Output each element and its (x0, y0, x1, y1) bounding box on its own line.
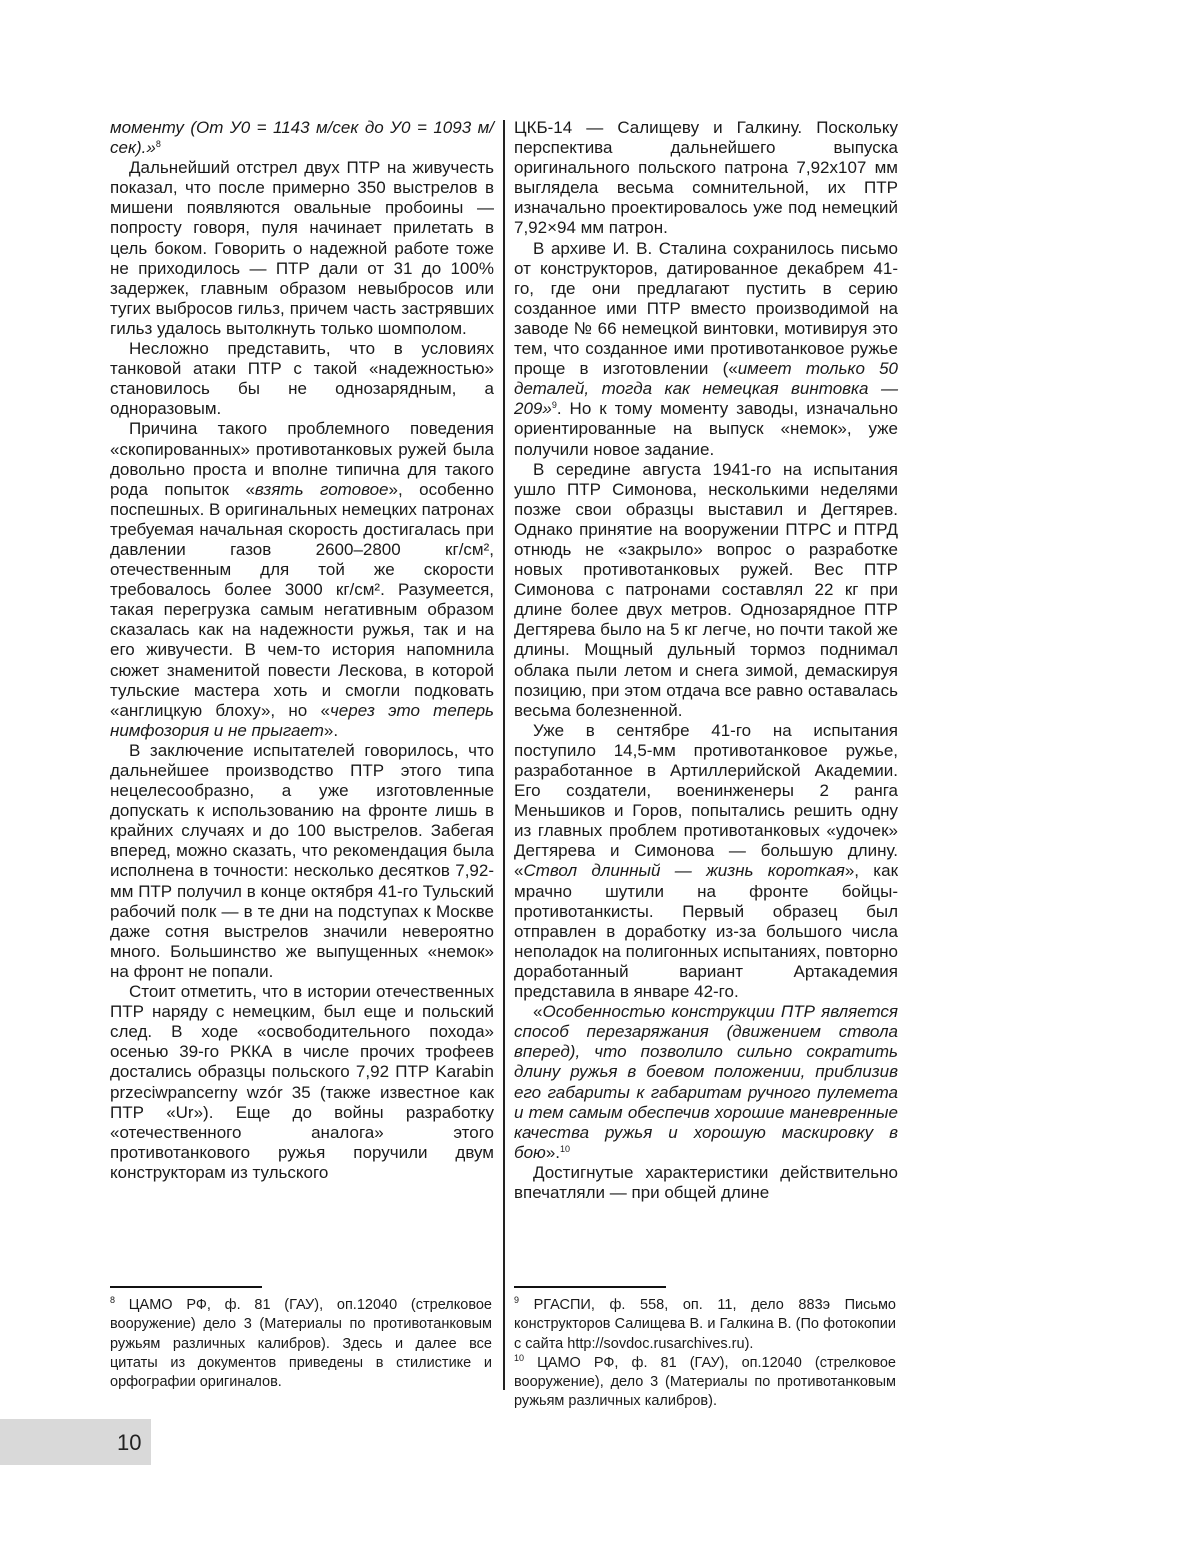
left-column (110, 118, 494, 1183)
quote-text: моменту (От У0 = 1143 м/сек до У0 = 1093 м/сек).» (110, 118, 494, 158)
paragraph: Уже в сентябре 41-го на испытания поступило 14,5-мм противотанковое ружье, разработанное в Артиллерийской Академии. Его создатели, военинженеры 2 ранга Меньшиков и Горов, попытались решить одну из главных проблем противотанковых «удочек» Дегтярева и Симонова — большую длину. «Ствол длинный — жизнь короткая», как мрачно шутили на фронте бойцы-противотанкисты. Первый образец был отправлен в доработку из-за большого числа неполадок на полигонных испытаниях, повторно доработанный вариант Артакадемия представила в январе 42-го. (514, 720, 899, 1002)
footnote-ref: 10 (560, 1143, 571, 1154)
paragraph: Стоит отметить, что в истории отечественных ПТР наряду с немецким, был еще и польский след. В ходе «освободительного похода» осенью 39-го РККА в числе прочих трофеев достались образцы польского 7,92 ПТР Karabin przeciwpancerny wzór 35 (также известное как ПТР «Ur»). Еще до войны разработку «отечественного аналога» этого противотанкового ружья поручили двум конструкторам из тульского (110, 982, 494, 1182)
footnote: $^9$ РГАСПИ, ф. 558, оп. 11, дело 883э Письмо конструкторов Салищева В. и Галкина В. (По фотокопии с сайта http://sovdoc.rusarchives.ru). (514, 1295, 896, 1352)
paragraph: ЦКБ-14 — Салищеву и Галкину. Поскольку перспектива дальнейшего выпуска оригинального польского патрона 7,92х107 мм выглядела весьма сомнительной, их ПТР изначально проектировалось уже под немецкий 7,92×94 мм патрон. (514, 118, 898, 238)
footnote-ref: 8 (155, 139, 161, 150)
quote-text: имеет только 50 деталей, тогда как немецкая винтовка — 209» (514, 359, 898, 419)
footnote-ref: 9 (551, 400, 557, 411)
column-separator (503, 120, 505, 1390)
footnote-number: 10 (514, 1352, 525, 1363)
footnote-number: 8 (110, 1295, 116, 1305)
quote-text: взять готовое (254, 479, 389, 499)
page-number: 10 (117, 1430, 142, 1455)
footnotes-right (514, 1296, 896, 1412)
paragraph: Достигнутые характеристики действительно впечатляли — при общей длине (514, 1162, 898, 1202)
footnote-rule (514, 1286, 666, 1288)
paragraph: Причина такого проблемного поведения «скопированных» противотанковых ружей была довольно проста и вполне типична для такого рода попыток «взять готовое», особенно поспешных. В оригинальных немецких патронах требуемая начальная скорость достигалась при давлении газов 2600–2800 кг/см², отечественным для той же скорости требовалось более 3000 кг/см². Разумеется, такая перегрузка самым негативным образом сказалась как на надежности ружья, так и на его живучести. В чем-то история напомнила сюжет знаменитой повести Лескова, в которой тульские мастера хоть и смогли подковать «англицкую блоху», но «через это теперь нимфозория и не прыгает». (110, 419, 494, 740)
quote-text: через это теперь нимфозория и не прыгает (110, 700, 494, 740)
footnote: $^{10}$ ЦАМО РФ, ф. 81 (ГАУ), оп.12040 (стрелковое вооружение), дело 3 (Материалы по противотанковым ружьям различных калибров). (514, 1352, 896, 1410)
footnote-rule (110, 1286, 262, 1288)
paragraph: Дальнейший отстрел двух ПТР на живучесть показал, что после примерно 350 выстрелов в мишени появляются овальные пробоины — попросту говоря, пуля начинает прилетать в цель боком. Говорить о надежной работе тоже не приходилось — ПТР дали от 31 до 100% задержек, главным образом невыбросов или тугих выбросов гильз, причем часть застрявших гильз удалось вытолкнуть только шомполом. (110, 158, 494, 338)
paragraph: Несложно представить, что в условиях танковой атаки ПТР с такой «надежностью» становилось бы не однозарядным, а одноразовым. (110, 339, 494, 419)
footnote-number: 9 (514, 1295, 520, 1305)
quote-text: Ствол длинный — жизнь короткая (523, 861, 845, 881)
paragraph: В середине августа 1941-го на испытания ушло ПТР Симонова, несколькими неделями позже свои образцы выставил и Дегтярев. Однако принятие на вооружении ПТРС и ПТРД отнюдь не «закрыло» вопрос о разработке новых противотанковых ружей. Вес ПТР Симонова с патронами составлял 22 кг при длине более двух метров. Однозарядное ПТР Дегтярева было на 5 кг легче, но почти такой же длины. Мощный дульный тормоз поднимал облака пыли летом и снега зимой, демаскируя позицию, при этом отдача все равно оставалась весьма болезненной. (514, 459, 898, 720)
paragraph: В архиве И. В. Сталина сохранилось письмо от конструкторов, датированное декабрем 41-го, где они предлагают пустить в серию созданное ими ПТР вместо производимой на заводе № 66 немецкой винтовки, мотивируя это тем, что созданное ими противотанковое ружье проще в изготовлении («имеет только 50 деталей, тогда как немецкая винтовка — 209»$^9$. Но к тому моменту заводы, изначально ориентированные на выпуск «немок», уже получили новое задание. (514, 238, 898, 459)
paragraph (110, 118, 494, 158)
footnotes-left (110, 1296, 492, 1392)
footnote: $^8$ ЦАМО РФ, ф. 81 (ГАУ), оп.12040 (стрелковое вооружение) дело 3 (Материалы по противотанковым ружьям различных калибров). Здесь и далее все цитаты из документов приведены в стилистике и орфографии оригиналов. (110, 1295, 492, 1391)
paragraph: В заключение испытателей говорилось, что дальнейшее производство ПТР этого типа нецелесообразно, а уже изготовленные допускать к использованию на фронте лишь в крайних случаях и до 100 выстрелов. Забегая вперед, можно сказать, что рекомендация была исполнена в точности: несколько десятков 7,92-мм ПТР получил в конце октября 41-го Тульский рабочий полк — в те дни на подступах к Москве даже сотня выстрелов значили невероятно много. Большинство же выпущенных «немок» на фронт не попали. (110, 740, 494, 981)
quote-text: Особенностью конструкции ПТР является способ перезаряжания (движением ствола вперед), что позволило сильно сократить длину ружья в боевом положении, приблизив его габариты к габаритам ручного пулемета и тем самым обеспечив хорошие маневренные качества ружья и хорошую маскировку в бою (514, 1002, 898, 1162)
right-column (514, 118, 898, 1203)
paragraph: «Особенностью конструкции ПТР является способ перезаряжания (движением ствола вперед), что позволило сильно сократить длину ружья в боевом положении, приблизив его габариты к габаритам ручного пулемета и тем самым обеспечив хорошие маневренные качества ружья и хорошую маскировку в бою».$^{10}$ (514, 1002, 898, 1162)
